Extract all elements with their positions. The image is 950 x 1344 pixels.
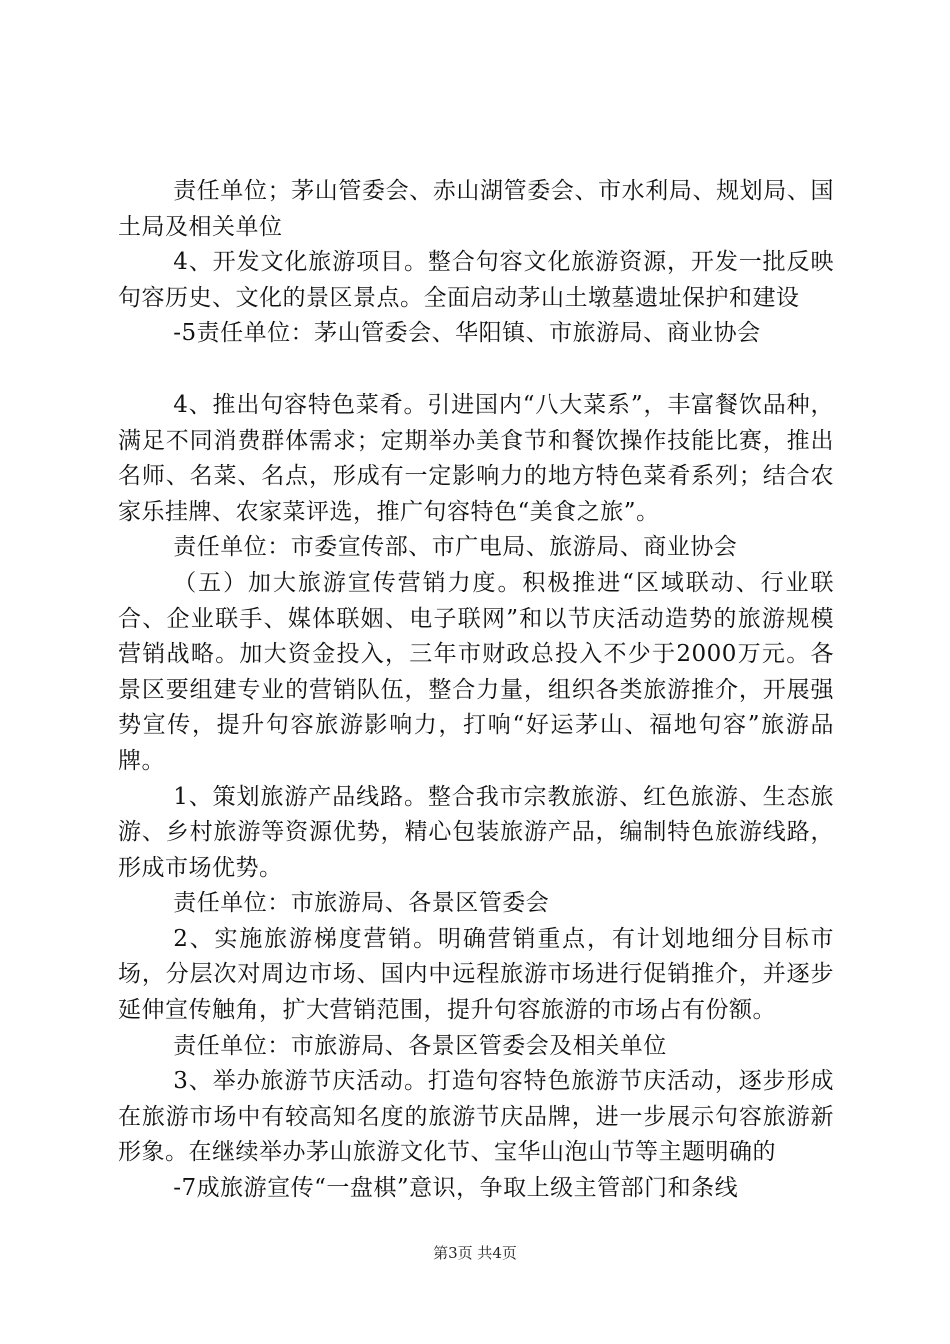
paragraph-gap xyxy=(118,352,834,388)
paragraph-responsible-units-1: 责任单位；茅山管委会、赤山湖管委会、市水利局、规划局、国土局及相关单位 xyxy=(118,178,834,240)
paragraph-product-routes: 1、策划旅游产品线路。整合我市宗教旅游、红色旅游、生态旅游、乡村旅游等资源优势，精心包装旅游产品，编制特色旅游线路，形成市场优势。 xyxy=(118,783,834,881)
paragraph-local-cuisine: 4、推出句容特色菜肴。引进国内“八大菜系”，丰富餐饮品种，满足不同消费群体需求；定期举办美食节和餐饮操作技能比赛，推出名师、名菜、名点，形成有一定影响力的地方特色菜肴系列；结合农家乐挂牌、农家菜评选，推广句容特色“美食之旅”。 xyxy=(118,391,834,525)
paragraph-marketing-section: （五）加大旅游宣传营销力度。积极推进“区域联动、行业联合、企业联手、媒体联姻、电子联网”和以节庆活动造势的旅游规模营销战略。加大资金投入，三年市财政总投入不少于2000万元。各景区要组建专业的营销队伍，整合力量，组织各类旅游推介，开展强势宣传，提升句容旅游影响力，打响“好运茅山、福地句容”旅游品牌。 xyxy=(118,569,834,774)
paragraph-responsible-units-5: 责任单位：市旅游局、各景区管委会及相关单位 xyxy=(173,1032,667,1059)
paragraph-responsible-units-2: -5责任单位：茅山管委会、华阳镇、市旅游局、商业协会 xyxy=(173,320,761,347)
paragraph-responsible-units-4: 责任单位：市旅游局、各景区管委会 xyxy=(173,890,550,917)
page-footer: 第3页 共4页 xyxy=(433,1244,517,1262)
paragraph-responsible-units-3: 责任单位：市委宣传部、市广电局、旅游局、商业协会 xyxy=(173,534,738,561)
paragraph-cultural-tourism: 4、开发文化旅游项目。整合句容文化旅游资源，开发一批反映句容历史、文化的景区景点。全面启动茅山土墩墓遗址保护和建设 xyxy=(118,249,834,311)
document-body xyxy=(118,174,834,1207)
paragraph-festival-activities: 3、举办旅游节庆活动。打造句容特色旅游节庆活动，逐步形成在旅游市场中有较高知名度的旅游节庆品牌，进一步展示句容旅游新形象。在继续举办茅山旅游文化节、宝华山泡山节等主题明确的 xyxy=(118,1068,834,1166)
paragraph-promotion-coordination: -7成旅游宣传“一盘棋”意识，争取上级主管部门和条线 xyxy=(173,1175,739,1202)
paragraph-gradient-marketing: 2、实施旅游梯度营销。明确营销重点，有计划地细分目标市场，分层次对周边市场、国内中远程旅游市场进行促销推介，并逐步延伸宣传触角，扩大营销范围，提升句容旅游的市场占有份额。 xyxy=(118,925,834,1024)
